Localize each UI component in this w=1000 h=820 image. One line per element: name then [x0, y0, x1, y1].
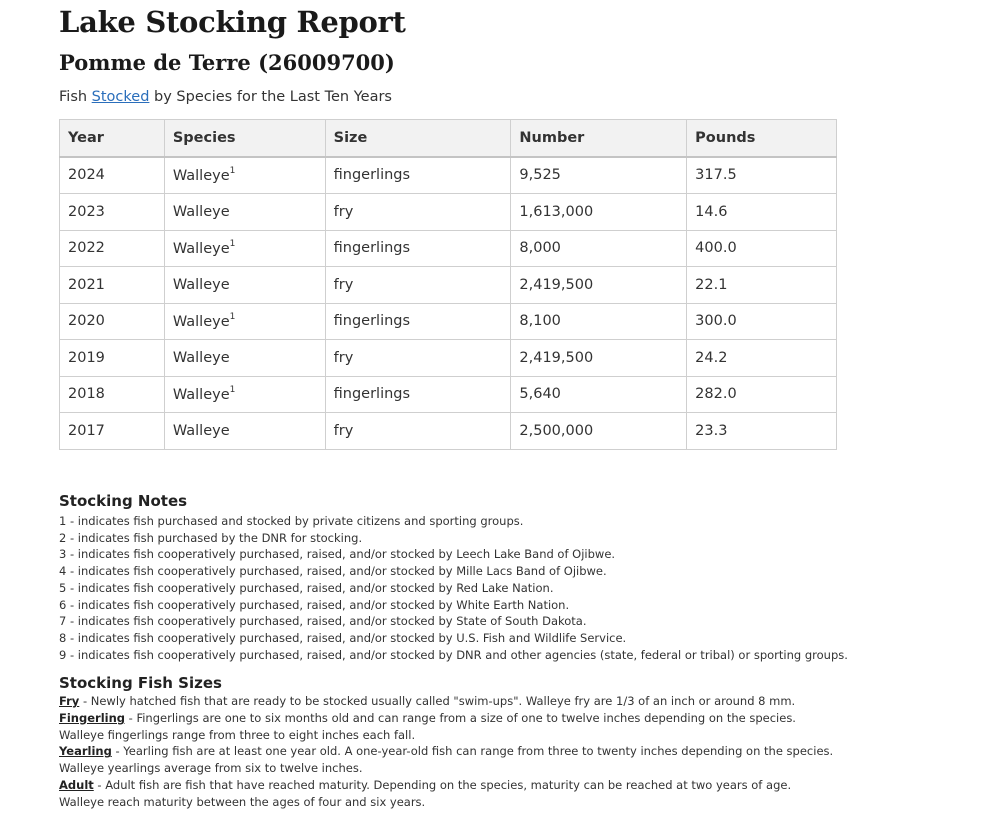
cell-year: 2022 — [60, 230, 165, 267]
cell-number: 8,000 — [511, 230, 687, 267]
species-name: Walleye — [172, 386, 230, 403]
size-definition — [59, 693, 839, 710]
cell-size: fry — [325, 267, 511, 304]
lake-name-heading: Pomme de Terre (26009700) — [59, 50, 395, 75]
species-name: Walleye — [172, 277, 230, 294]
page-title: Lake Stocking Report — [59, 5, 406, 39]
cell-number: 1,613,000 — [511, 194, 687, 231]
table-row — [60, 340, 837, 377]
cell-pounds: 282.0 — [687, 376, 837, 413]
note-line: 9 - indicates fish cooperatively purchased, raised, and/or stocked by DNR and other agencies (state, federal or tribal) or sporting groups. — [59, 647, 848, 662]
species-name: Walleye — [172, 313, 230, 330]
size-term: Fingerling — [59, 710, 125, 725]
size-term: Yearling — [59, 744, 112, 759]
cell-size: fry — [325, 413, 511, 450]
size-description: - Yearling fish are at least one year old. A one-year-old fish can range from three to twenty inches depending on the species. Walleye yearlings average from six to twelve inches. — [59, 744, 834, 776]
cell-year: 2019 — [60, 340, 165, 377]
size-definition — [59, 777, 839, 811]
table-row — [60, 230, 837, 267]
table-row — [60, 157, 837, 194]
cell-pounds: 22.1 — [687, 267, 837, 304]
cell-year: 2020 — [60, 303, 165, 340]
cell-species — [164, 230, 325, 267]
size-term: Fry — [59, 694, 80, 708]
size-definition — [59, 710, 839, 744]
species-name: Walleye — [172, 423, 230, 440]
cell-size: fry — [325, 194, 511, 231]
table-intro — [59, 89, 392, 105]
cell-species — [164, 267, 325, 304]
species-name: Walleye — [172, 350, 230, 367]
species-name: Walleye — [172, 240, 230, 257]
note-line: 8 - indicates fish cooperatively purchased, raised, and/or stocked by U.S. Fish and Wildlife Service. — [59, 630, 627, 645]
cell-year: 2021 — [60, 267, 165, 304]
cell-pounds: 24.2 — [687, 340, 837, 377]
note-line: 7 - indicates fish cooperatively purchased, raised, and/or stocked by State of South Dakota. — [59, 614, 587, 629]
note-line: 6 - indicates fish cooperatively purchased, raised, and/or stocked by White Earth Nation. — [59, 597, 570, 612]
cell-number: 5,640 — [511, 376, 687, 413]
cell-species — [164, 303, 325, 340]
stocking-notes — [59, 492, 959, 663]
intro-text-post: by Species for the Last Ten Years — [149, 89, 392, 105]
cell-species — [164, 340, 325, 377]
size-description: - Adult fish are fish that have reached maturity. Depending on the species, maturity can be reached at two years of age. Walleye reach maturity between the ages of four and six years. — [59, 777, 792, 809]
fish-sizes-heading: Stocking Fish Sizes — [59, 674, 222, 692]
note-line: 5 - indicates fish cooperatively purchased, raised, and/or stocked by Red Lake Nation. — [59, 580, 554, 595]
species-name: Walleye — [172, 204, 230, 221]
size-description: - Newly hatched fish that are ready to be stocked usually called "swim-ups". Walleye fry are 1/3 of an inch or around 8 mm. — [79, 694, 796, 708]
cell-year: 2023 — [60, 194, 165, 231]
stocked-link[interactable]: Stocked — [91, 89, 150, 105]
cell-size: fingerlings — [325, 303, 511, 340]
cell-species — [164, 157, 325, 194]
column-header-size: Size — [325, 120, 511, 157]
note-line: 4 - indicates fish cooperatively purchased, raised, and/or stocked by Mille Lacs Band of Ojibwe. — [59, 564, 607, 579]
intro-text-pre: Fish — [59, 89, 92, 105]
cell-year: 2024 — [60, 157, 165, 194]
table-header-row — [60, 120, 837, 157]
cell-number: 2,419,500 — [511, 340, 687, 377]
cell-size: fingerlings — [325, 376, 511, 413]
table-row — [60, 376, 837, 413]
table-row — [60, 194, 837, 231]
cell-number: 8,100 — [511, 303, 687, 340]
species-name: Walleye — [172, 167, 230, 184]
note-line: 1 - indicates fish purchased and stocked by private citizens and sporting groups. — [59, 514, 524, 528]
footnote-marker: 1 — [229, 384, 236, 395]
note-line: 2 - indicates fish purchased by the DNR for stocking. — [59, 530, 363, 545]
size-term: Adult — [59, 777, 94, 792]
footnote-marker: 1 — [229, 311, 236, 322]
table-row — [60, 267, 837, 304]
column-header-number: Number — [511, 120, 687, 157]
cell-pounds: 400.0 — [687, 230, 837, 267]
footnote-marker: 1 — [229, 238, 236, 249]
table-row — [60, 413, 837, 450]
footnote-marker: 1 — [229, 165, 236, 176]
cell-pounds: 300.0 — [687, 303, 837, 340]
cell-year: 2017 — [60, 413, 165, 450]
cell-year: 2018 — [60, 376, 165, 413]
cell-number: 2,500,000 — [511, 413, 687, 450]
size-description: - Fingerlings are one to six months old and can range from a size of one to twelve inches depending on the species. Walleye fingerlings range from three to eight inches each fall. — [59, 710, 796, 742]
stocking-notes-heading: Stocking Notes — [59, 492, 188, 510]
note-line: 3 - indicates fish cooperatively purchased, raised, and/or stocked by Leech Lake Band of Ojibwe. — [59, 547, 616, 562]
cell-size: fry — [325, 340, 511, 377]
cell-species — [164, 413, 325, 450]
cell-pounds: 317.5 — [687, 157, 837, 194]
column-header-species: Species — [164, 120, 325, 157]
table-row — [60, 303, 837, 340]
column-header-pounds: Pounds — [687, 120, 837, 157]
cell-size: fingerlings — [325, 157, 511, 194]
size-definition — [59, 743, 839, 777]
cell-species — [164, 376, 325, 413]
cell-pounds: 14.6 — [687, 194, 837, 231]
cell-species — [164, 194, 325, 231]
stocking-table — [59, 119, 837, 450]
cell-number: 9,525 — [511, 157, 687, 194]
cell-number: 2,419,500 — [511, 267, 687, 304]
cell-size: fingerlings — [325, 230, 511, 267]
stocking-fish-sizes — [59, 674, 839, 811]
cell-pounds: 23.3 — [687, 413, 837, 450]
column-header-year: Year — [60, 120, 165, 157]
